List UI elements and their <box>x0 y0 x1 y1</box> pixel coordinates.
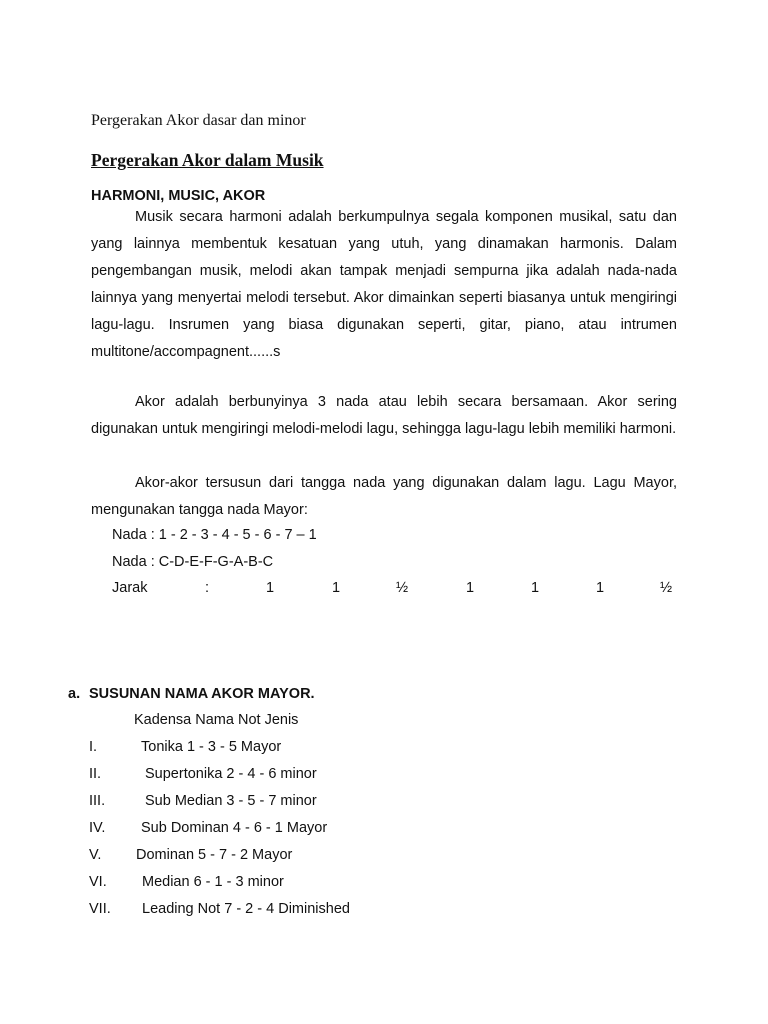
list-item-text: Leading Not 7 - 2 - 4 Diminished <box>142 901 350 917</box>
table-header: Kadensa Nama Not Jenis <box>134 712 299 728</box>
list-item-number: IV. <box>89 820 106 836</box>
list-item-number: VI. <box>89 874 107 890</box>
jarak-colon: : <box>205 580 210 596</box>
section-title: SUSUNAN NAMA AKOR MAYOR. <box>89 686 315 702</box>
document-subtitle: Pergerakan Akor dasar dan minor <box>91 112 306 129</box>
nada-numbers-line: Nada : 1 - 2 - 3 - 4 - 5 - 6 - 7 – 1 <box>112 527 317 543</box>
jarak-value: 1 <box>531 580 540 596</box>
list-item-number: I. <box>89 739 98 755</box>
document-title: Pergerakan Akor dalam Musik <box>91 150 324 170</box>
list-item-text: Dominan 5 - 7 - 2 Mayor <box>136 847 293 863</box>
list-item-number: III. <box>89 793 106 809</box>
section-heading: HARMONI, MUSIC, AKOR <box>91 188 266 204</box>
jarak-value: 1 <box>266 580 275 596</box>
list-item-text: Sub Median 3 - 5 - 7 minor <box>145 793 317 809</box>
jarak-row <box>112 580 678 602</box>
list-item-number: II. <box>89 766 102 782</box>
list-item-number: VII. <box>89 901 111 917</box>
jarak-value: ½ <box>660 580 673 596</box>
list-item-text: Sub Dominan 4 - 6 - 1 Mayor <box>141 820 328 836</box>
list-item-text: Tonika 1 - 3 - 5 Mayor <box>141 739 282 755</box>
list-item-number: V. <box>89 847 102 863</box>
jarak-value: 1 <box>332 580 341 596</box>
section-a-heading <box>68 686 315 702</box>
jarak-label: Jarak <box>112 580 148 596</box>
jarak-value: 1 <box>596 580 605 596</box>
jarak-value: 1 <box>466 580 475 596</box>
nada-letters-line: Nada : C-D-E-F-G-A-B-C <box>112 554 274 570</box>
list-item-text: Supertonika 2 - 4 - 6 minor <box>145 766 317 782</box>
list-item-text: Median 6 - 1 - 3 minor <box>142 874 284 890</box>
paragraph-akor: Akor adalah berbunyinya 3 nada atau lebih secara bersamaan. Akor sering digunakan untuk mengiringi melodi-melodi lagu, sehingga lagu-lagu lebih memiliki harmoni. <box>91 394 677 437</box>
jarak-value: ½ <box>396 580 409 596</box>
section-letter: a. <box>68 686 81 702</box>
paragraph-tangga-nada: Akor-akor tersusun dari tangga nada yang digunakan dalam lagu. Lagu Mayor, mengunakan tangga nada Mayor: <box>91 475 677 518</box>
paragraph-harmoni: Musik secara harmoni adalah berkumpulnya segala komponen musikal, satu dan yang lainnya membentuk kesatuan yang utuh, yang dinamakan harmonis. Dalam pengembangan musik, melodi akan tampak menjadi sempurna jika adalah nada-nada lainnya yang menyertai melodi tersebut. Akor dimainkan seperti biasanya untuk mengiringi lagu-lagu. Insrumen yang biasa digunakan seperti, gitar, piano, atau intrumen multitone/accompagnent......s <box>91 209 677 360</box>
